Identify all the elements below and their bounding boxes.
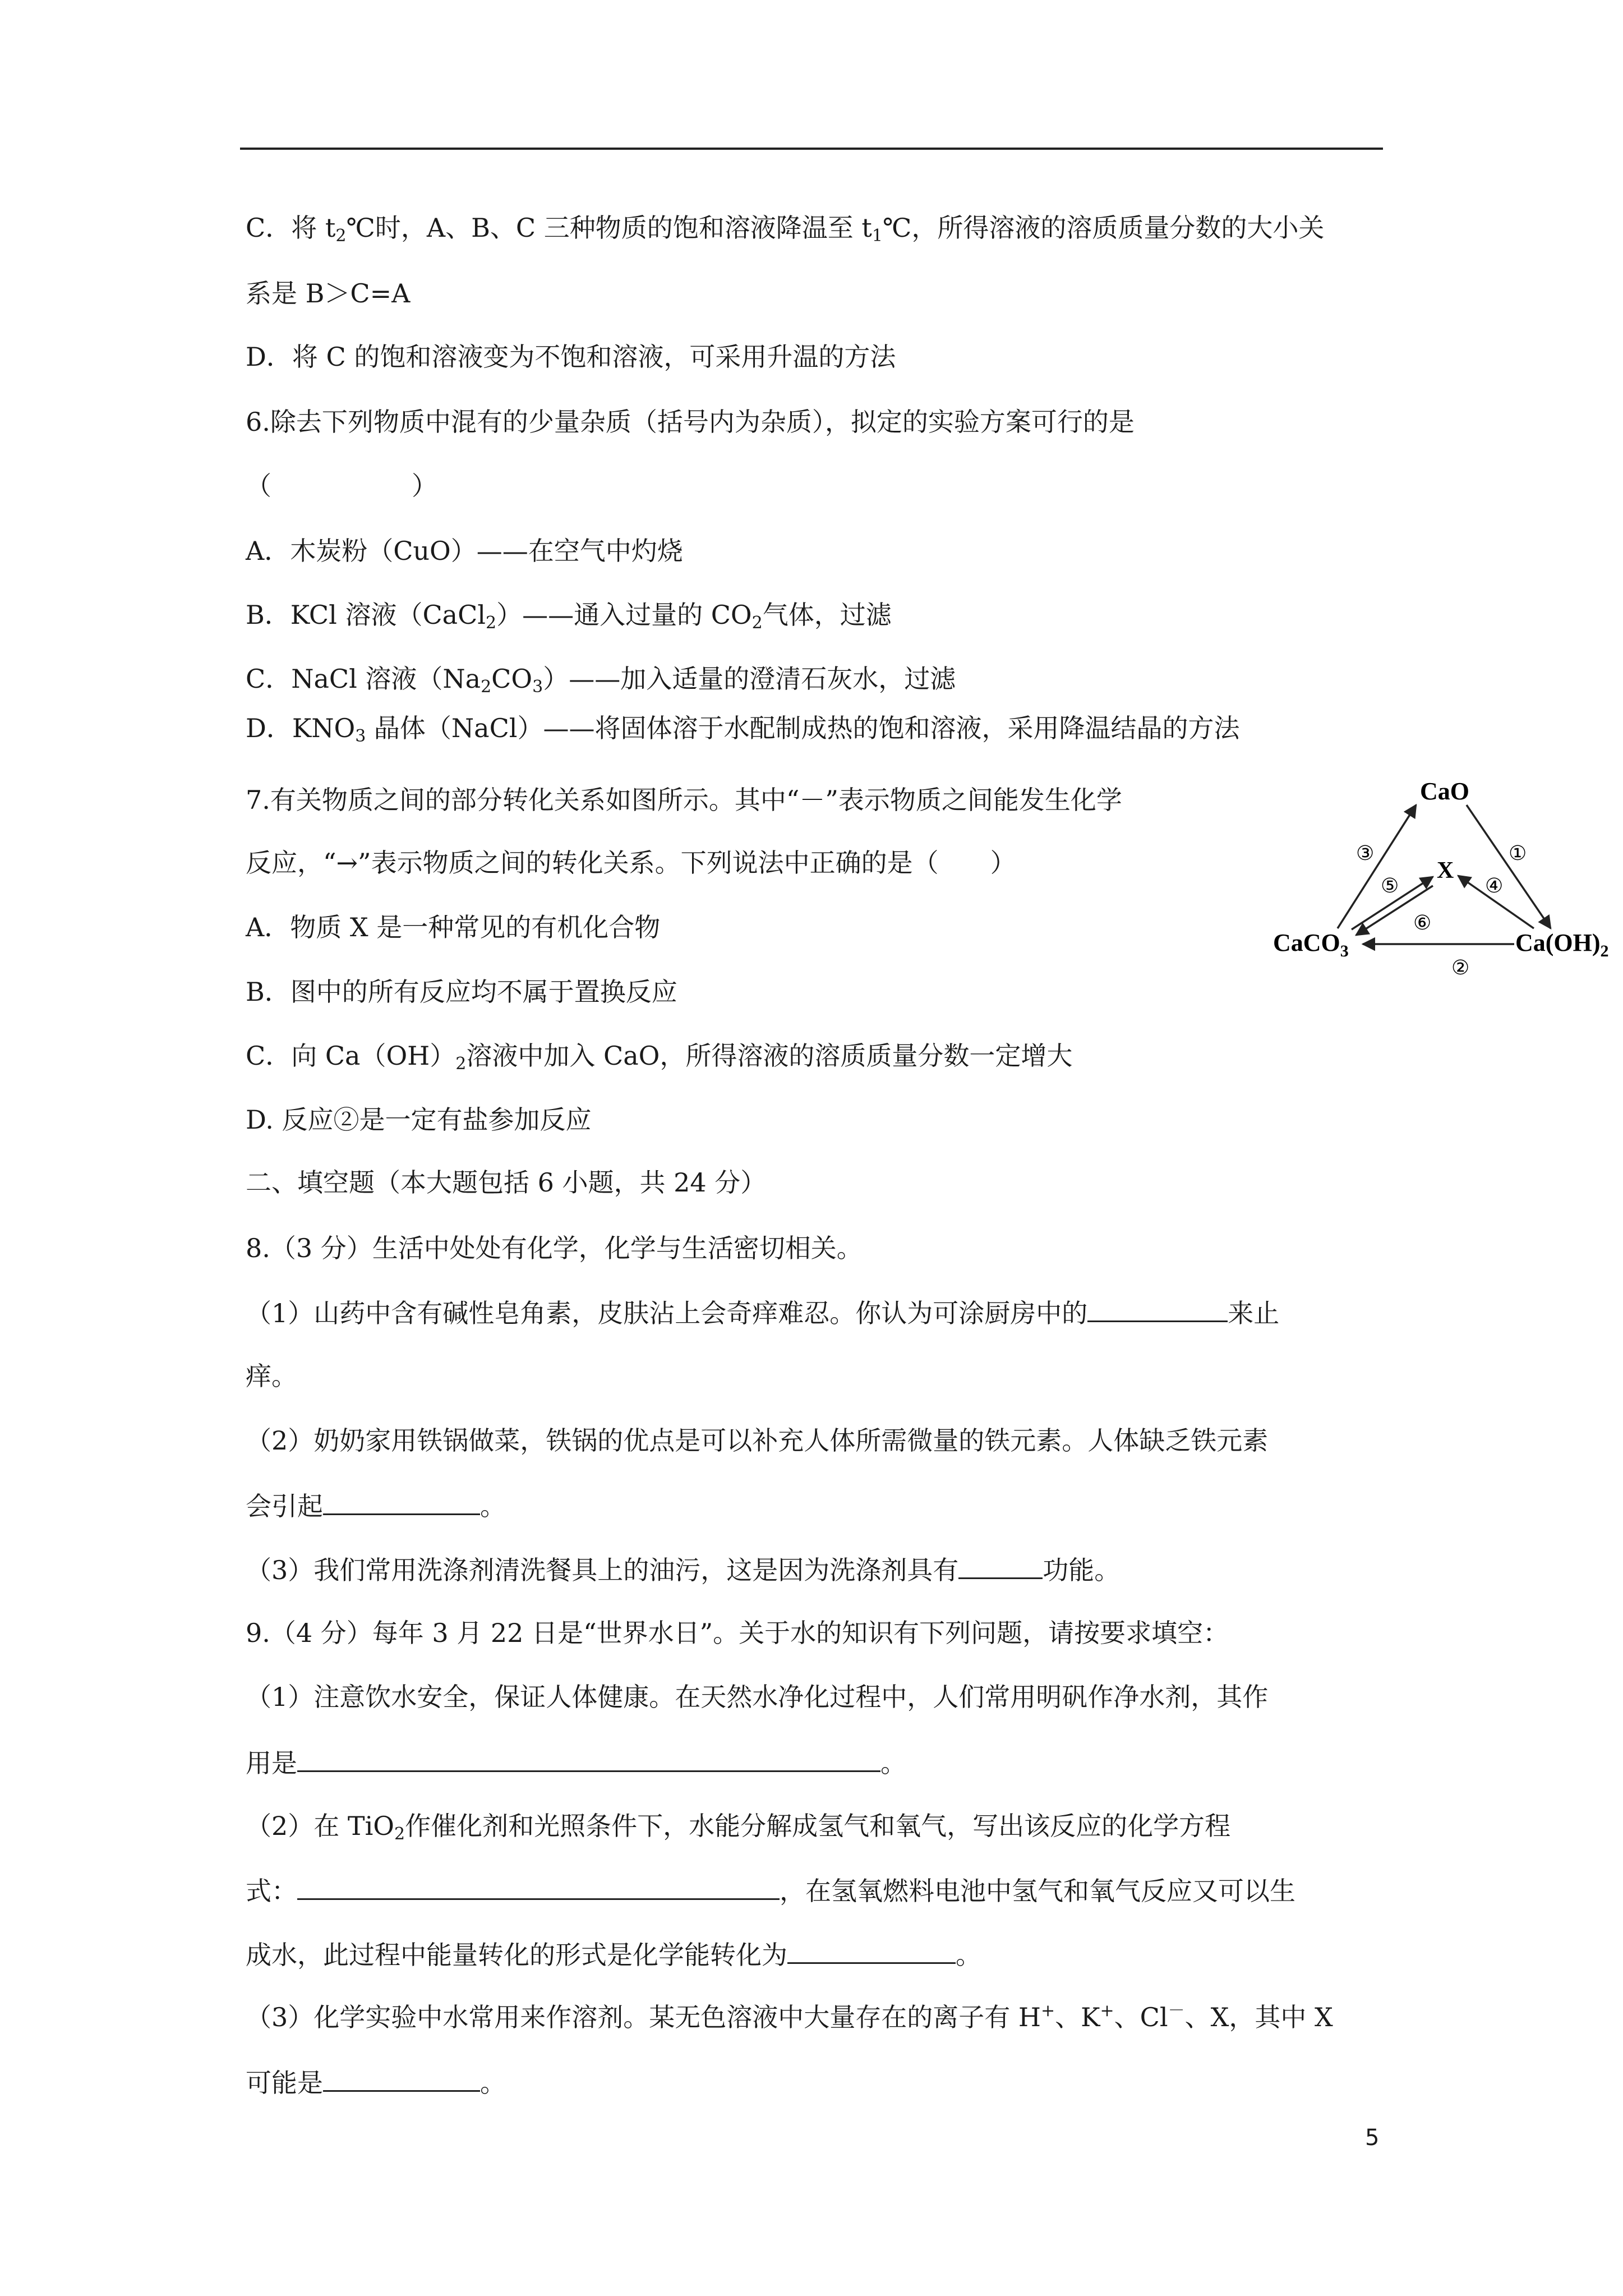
q9-part3-line2: 可能是 。 [246,2064,506,2100]
q7-option-d: D. 反应②是一定有盐参加反应 [246,1105,592,1135]
diagram-label-2: ② [1451,956,1470,979]
q5-option-c-line2: 系是 B＞C=A [246,278,411,309]
q9-part2-line1: （2）在 TiO$_2$作催化剂和光照条件下，水能分解成氢气和氧气，写出该反应的化学方程 [246,1811,1231,1844]
diagram-label-5: ⑤ [1381,875,1399,897]
q8-part1-line1: （1）山药中含有碱性皂角素，皮肤沾上会奇痒难忍。你认为可涂厨房中的 来止 [246,1295,1279,1330]
q7-option-a: A．物质 X 是一种常见的有机化合物 [246,912,661,942]
q5-option-c-line1: C．将 $t_2℃$时，A、B、C 三种物质的饱和溶液降温至 $t_1℃$，所得溶液的溶质质量分数的大小关 [246,213,1325,246]
q9-part3-blank[interactable] [323,2064,480,2092]
q9-part2-line3: 成水，此过程中能量转化的形式是化学能转化为 。 [246,1936,981,1972]
q7-option-c: C．向 $Ca(OH)_2$溶液中加入 CaO，所得溶液的溶质质量分数一定增大 [246,1041,1073,1074]
diagram-label-4: ④ [1485,875,1504,897]
q9-part2-energy-blank[interactable] [787,1936,956,1964]
q9-part2-equation-blank[interactable] [297,1872,780,1900]
q6-stem-line2: （ ） [246,471,437,501]
q9-stem: 9.（4 分）每年 3 月 22 日是“世界水日”。关于水的知识有下列问题，请按要求填空： [246,1618,1229,1648]
q8-part3: （3）我们常用洗涤剂清洗餐具上的油污，这是因为洗涤剂具有 功能。 [246,1552,1120,1587]
diagram-label-1: ① [1509,842,1527,864]
conversion-diagram [1273,771,1621,984]
q6-option-b: B．KCl 溶液（CaCl$_2$）——通入过量的 $CO_2$气体，过滤 [246,600,892,633]
diagram-arrow-3 [1338,805,1416,928]
q7-option-b: B．图中的所有反应均不属于置换反应 [246,977,677,1007]
q8-part2-line2: 会引起 。 [246,1488,506,1523]
q7-stem-line1: 7.有关物质之间的部分转化关系如图所示。其中“－”表示物质之间能发生化学 [246,785,1122,815]
section-2-heading: 二、填空题（本大题包括 6 小题，共 24 分） [246,1167,767,1198]
q5-option-d: D．将 C 的饱和溶液变为不饱和溶液，可采用升温的方法 [246,342,896,372]
q9-part1-line2: 用是 。 [246,1745,906,1780]
q7-stem-line2: 反应，“→”表示物质之间的转化关系。下列说法中正确的是（ ） [246,848,1016,878]
q8-part1-line2: 痒。 [246,1361,297,1391]
q9-part1-line1: （1）注意饮水安全，保证人体健康。在天然水净化过程中，人们常用明矾作净水剂，其作 [246,1682,1269,1712]
q6-option-d: D．$KNO_3$ 晶体（NaCl）——将固体溶于水配制成热的饱和溶液，采用降温结晶的方法 [246,713,1240,746]
q9-part2-line2: 式： ，在氢氧燃料电池中氢气和氧气反应又可以生 [246,1872,1295,1908]
q8-part1-blank[interactable] [1087,1295,1228,1322]
q9-part1-blank[interactable] [297,1745,880,1772]
header-rule [240,148,1383,150]
diagram-node-cao: CaO [1420,777,1469,805]
diagram-label-6: ⑥ [1413,912,1432,934]
q6-option-a: A．木炭粉（CuO）——在空气中灼烧 [246,536,683,566]
q6-stem-line1: 6.除去下列物质中混有的少量杂质（括号内为杂质），拟定的实验方案可行的是 [246,407,1135,437]
q9-part3-line1: （3）化学实验中水常用来作溶剂。某无色溶液中大量存在的离子有 H+、K+、Cl－、X，其中 X [246,2001,1333,2032]
q8-stem: 8.（3 分）生活中处处有化学，化学与生活密切相关。 [246,1233,863,1263]
q8-part2-blank[interactable] [323,1488,480,1515]
q8-part2-line1: （2）奶奶家用铁锅做菜，铁锅的优点是可以补充人体所需微量的铁元素。人体缺乏铁元素 [246,1425,1269,1456]
diagram-node-caco3: CaCO$_3$ [1273,929,1349,960]
diagram-node-x: X [1437,858,1454,884]
q6-option-c: C．NaCl 溶液$(Na_2CO_3)——$加入适量的澄清石灰水，过滤 [246,664,956,697]
q8-part3-blank[interactable] [958,1552,1043,1579]
page-number: 5 [1365,2125,1380,2151]
diagram-node-caoh2: $Ca(OH)_2$ [1515,929,1609,960]
diagram-label-3: ③ [1356,842,1375,864]
